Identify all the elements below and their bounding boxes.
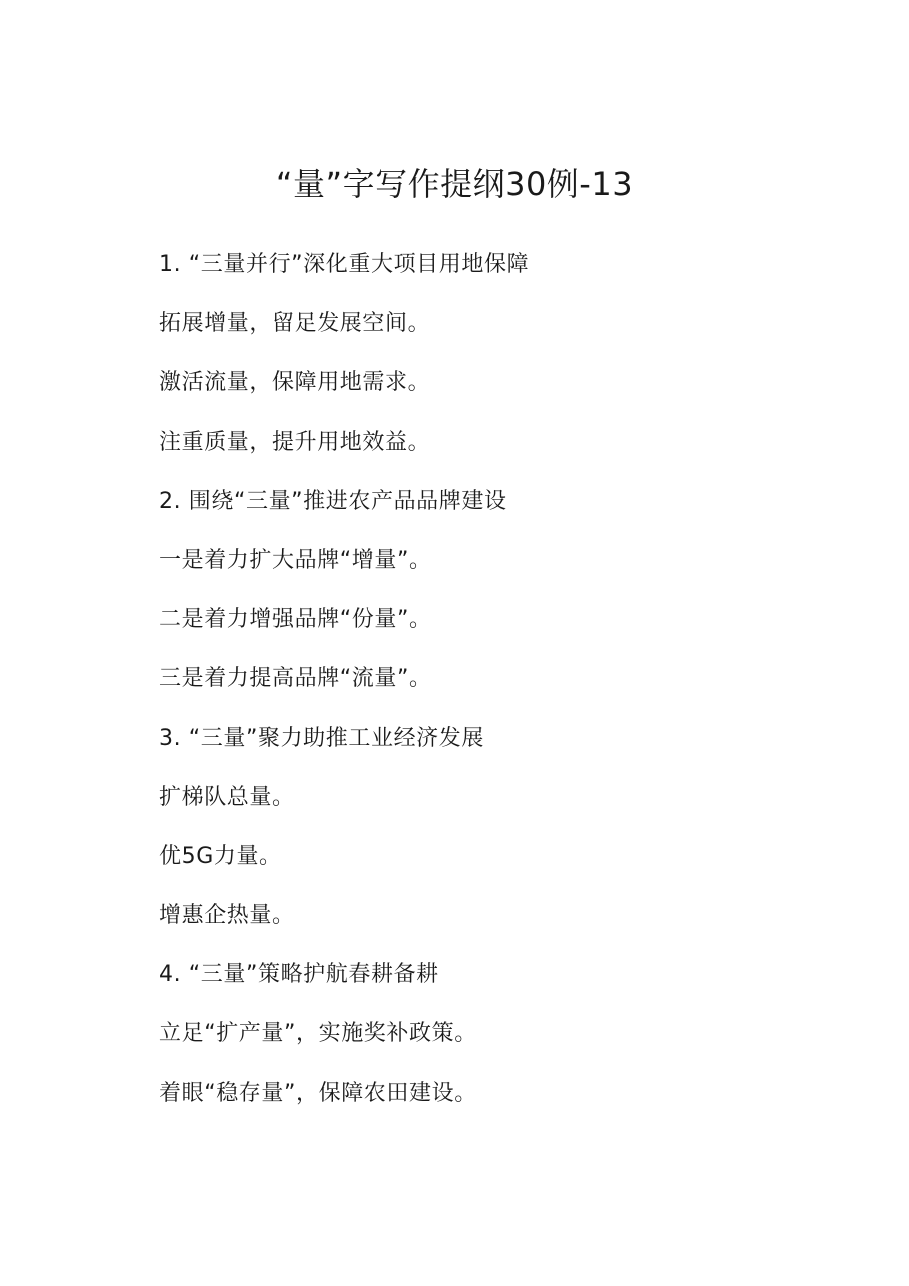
document-body	[159, 248, 799, 1136]
body-line: 立足“扩产量”，实施奖补政策。	[159, 1021, 477, 1047]
section-heading-2: 2. 围绕“三量”推进农产品品牌建设	[159, 488, 507, 514]
body-line: 三是着力提高品牌“流量”。	[159, 666, 432, 692]
body-line: 一是着力扩大品牌“增量”。	[159, 547, 432, 573]
section-heading-4: 4. “三量”策略护航春耕备耕	[159, 962, 439, 988]
body-line: 增惠企热量。	[159, 903, 295, 929]
body-line: 拓展增量，留足发展空间。	[159, 311, 431, 337]
section-heading-1: 1. “三量并行”深化重大项目用地保障	[159, 252, 530, 277]
body-line: 优5G力量。	[159, 843, 282, 869]
body-line: 注重质量，提升用地效益。	[159, 429, 431, 455]
body-line: 扩梯队总量。	[159, 784, 295, 810]
body-line: 二是着力增强品牌“份量”。	[159, 607, 432, 633]
body-line: 着眼“稳存量”，保障农田建设。	[159, 1080, 477, 1106]
document-title: “量”字写作提纲30例-13	[275, 165, 634, 203]
body-line: 激活流量，保障用地需求。	[159, 370, 431, 396]
section-heading-3: 3. “三量”聚力助推工业经济发展	[159, 725, 484, 751]
